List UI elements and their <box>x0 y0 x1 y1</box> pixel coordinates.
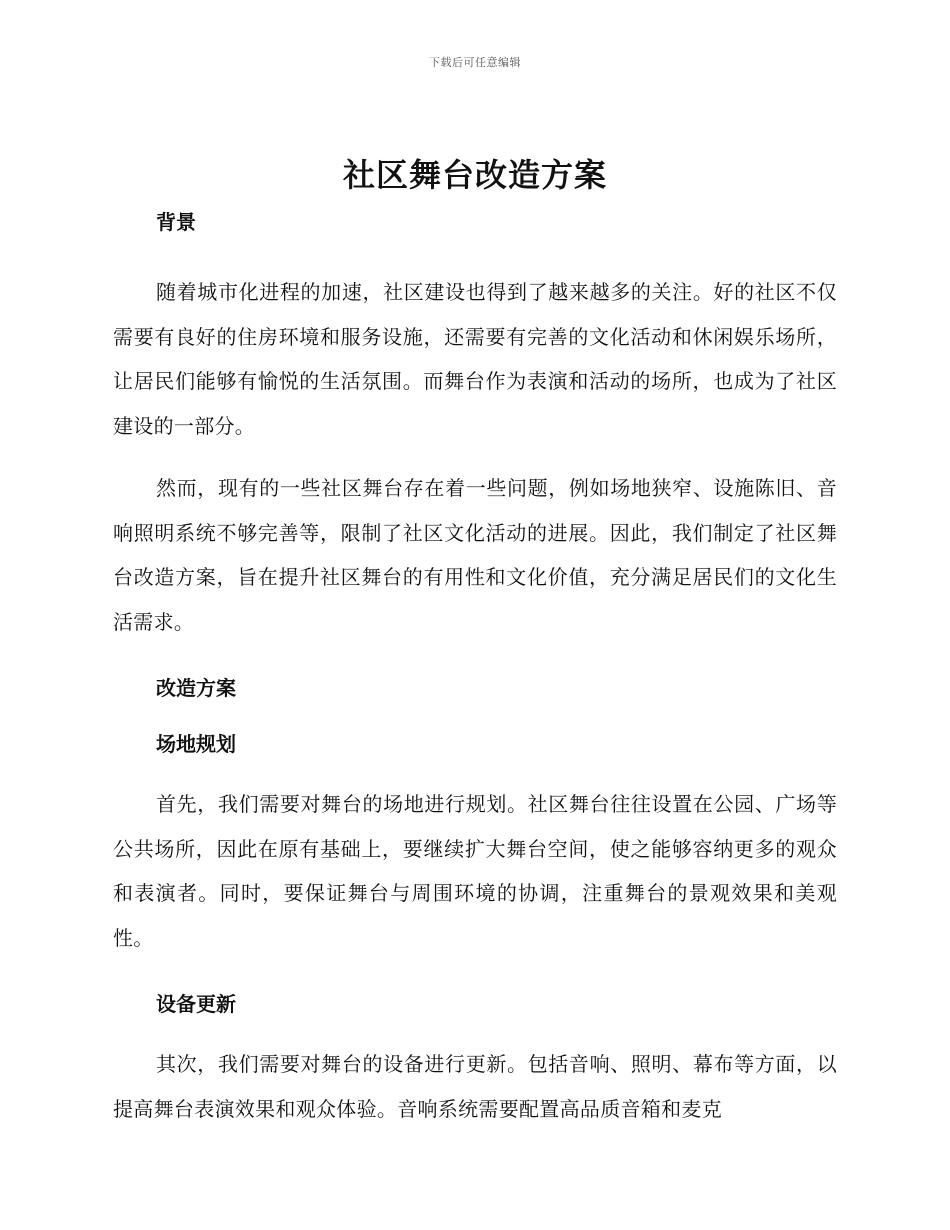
document-title: 社区舞台改造方案 <box>342 156 607 194</box>
section-heading-background: 背景 <box>156 210 196 234</box>
page-header-note: 下载后可任意编辑 <box>429 56 521 69</box>
section-heading-plan: 改造方案 <box>156 676 236 700</box>
paragraph-background-1: 随着城市化进程的加速，社区建设也得到了越来越多的关注。好的社区不仅需要有良好的住房环境和服务设施，还需要有完善的文化活动和休闲娱乐场所，让居民们能够有愉悦的生活氛围。而舞台作为表演和活动的场所，也成为了社区建设的一部分。 <box>113 280 837 438</box>
paragraph-background-2: 然而，现有的一些社区舞台存在着一些问题，例如场地狭窄、设施陈旧、音响照明系统不够完善等，限制了社区文化活动的进展。因此，我们制定了社区舞台改造方案，旨在提升社区舞台的有用性和文化价值，充分满足居民们的文化生活需求。 <box>113 476 837 634</box>
document-body <box>113 206 837 1131</box>
paragraph-site-planning: 首先，我们需要对舞台的场地进行规划。社区舞台往往设置在公园、广场等公共场所，因此在原有基础上，要继续扩大舞台空间，使之能够容纳更多的观众和表演者。同时，要保证舞台与周围环境的协调，注重舞台的景观效果和美观性。 <box>113 792 837 950</box>
section-heading-site-planning: 场地规划 <box>156 732 236 756</box>
paragraph-equipment-update: 其次，我们需要对舞台的设备进行更新。包括音响、照明、幕布等方面，以提高舞台表演效果和观众体验。音响系统需要配置高品质音箱和麦克 <box>113 1052 837 1121</box>
section-heading-equipment-update: 设备更新 <box>156 992 236 1016</box>
